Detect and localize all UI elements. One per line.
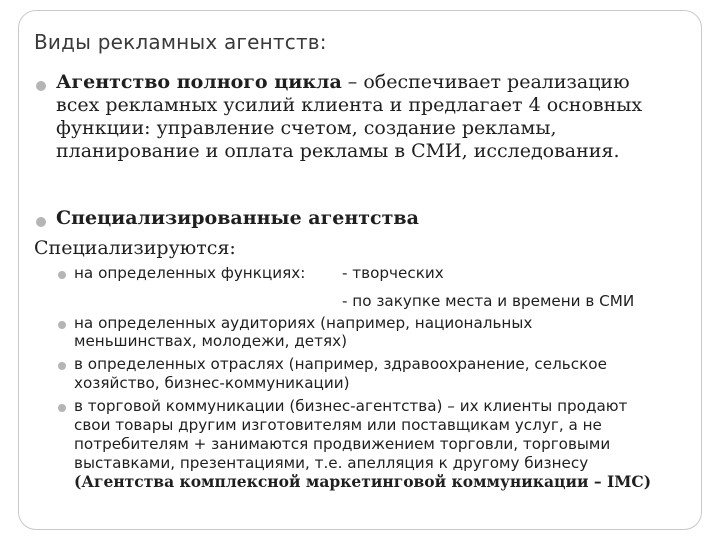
trade-line-4: выставками, презентациями, т.е. апелляция к другому бизнесу [74,454,589,472]
audiences-line-1: на определенных аудиториях (например, национальных [74,314,533,332]
functions-label: на определенных функциях: [74,264,306,282]
audiences-line-2: меньшинствах, молодежи, детях) [74,332,348,350]
bullet-specialized [36,217,46,227]
bullet-trade [58,404,66,412]
functions-option-2: - по закупке места и времени в СМИ [342,292,635,310]
full-cycle-block [56,71,642,163]
functions-option-1: - творческих [342,264,444,282]
full-cycle-line-2: всех рекламных усилий клиента и предлагает 4 основных [56,94,643,116]
bullet-audiences [58,321,66,329]
industries-line-1: в определенных отраслях (например, здравоохранение, сельское [74,355,607,373]
trade-line-3: потребителям + занимаются продвижением торговли, торговыми [74,435,611,453]
industries-line-2: хозяйство, бизнес-коммуникации) [74,374,350,392]
full-cycle-line-1 [56,71,642,94]
bullet-industries [58,362,66,370]
specialized-heading: Специализированные агентства [56,207,419,229]
full-cycle-lead: Агентство полного цикла [56,71,342,93]
bullet-functions [58,271,66,279]
full-cycle-line-3: функции: управление счетом, создание рекламы, [56,117,557,139]
trade-line-2: свои товары другим изготовителям или поставщикам услуг, а не [74,416,602,434]
full-cycle-text: – обеспечивает реализацию [341,71,630,93]
bullet-full-cycle [36,81,46,91]
full-cycle-line-4: планирование и оплата рекламы в СМИ, исследования. [56,140,620,162]
trade-line-1: в торговой коммуникации (бизнес-агентства) – их клиенты продают [74,397,628,415]
slide-title: Виды рекламных агентств: [34,30,327,54]
imc-note: (Агентства комплексной маркетинговой коммуникации – IMC) [74,472,652,491]
specialized-intro: Специализируются: [34,237,236,259]
